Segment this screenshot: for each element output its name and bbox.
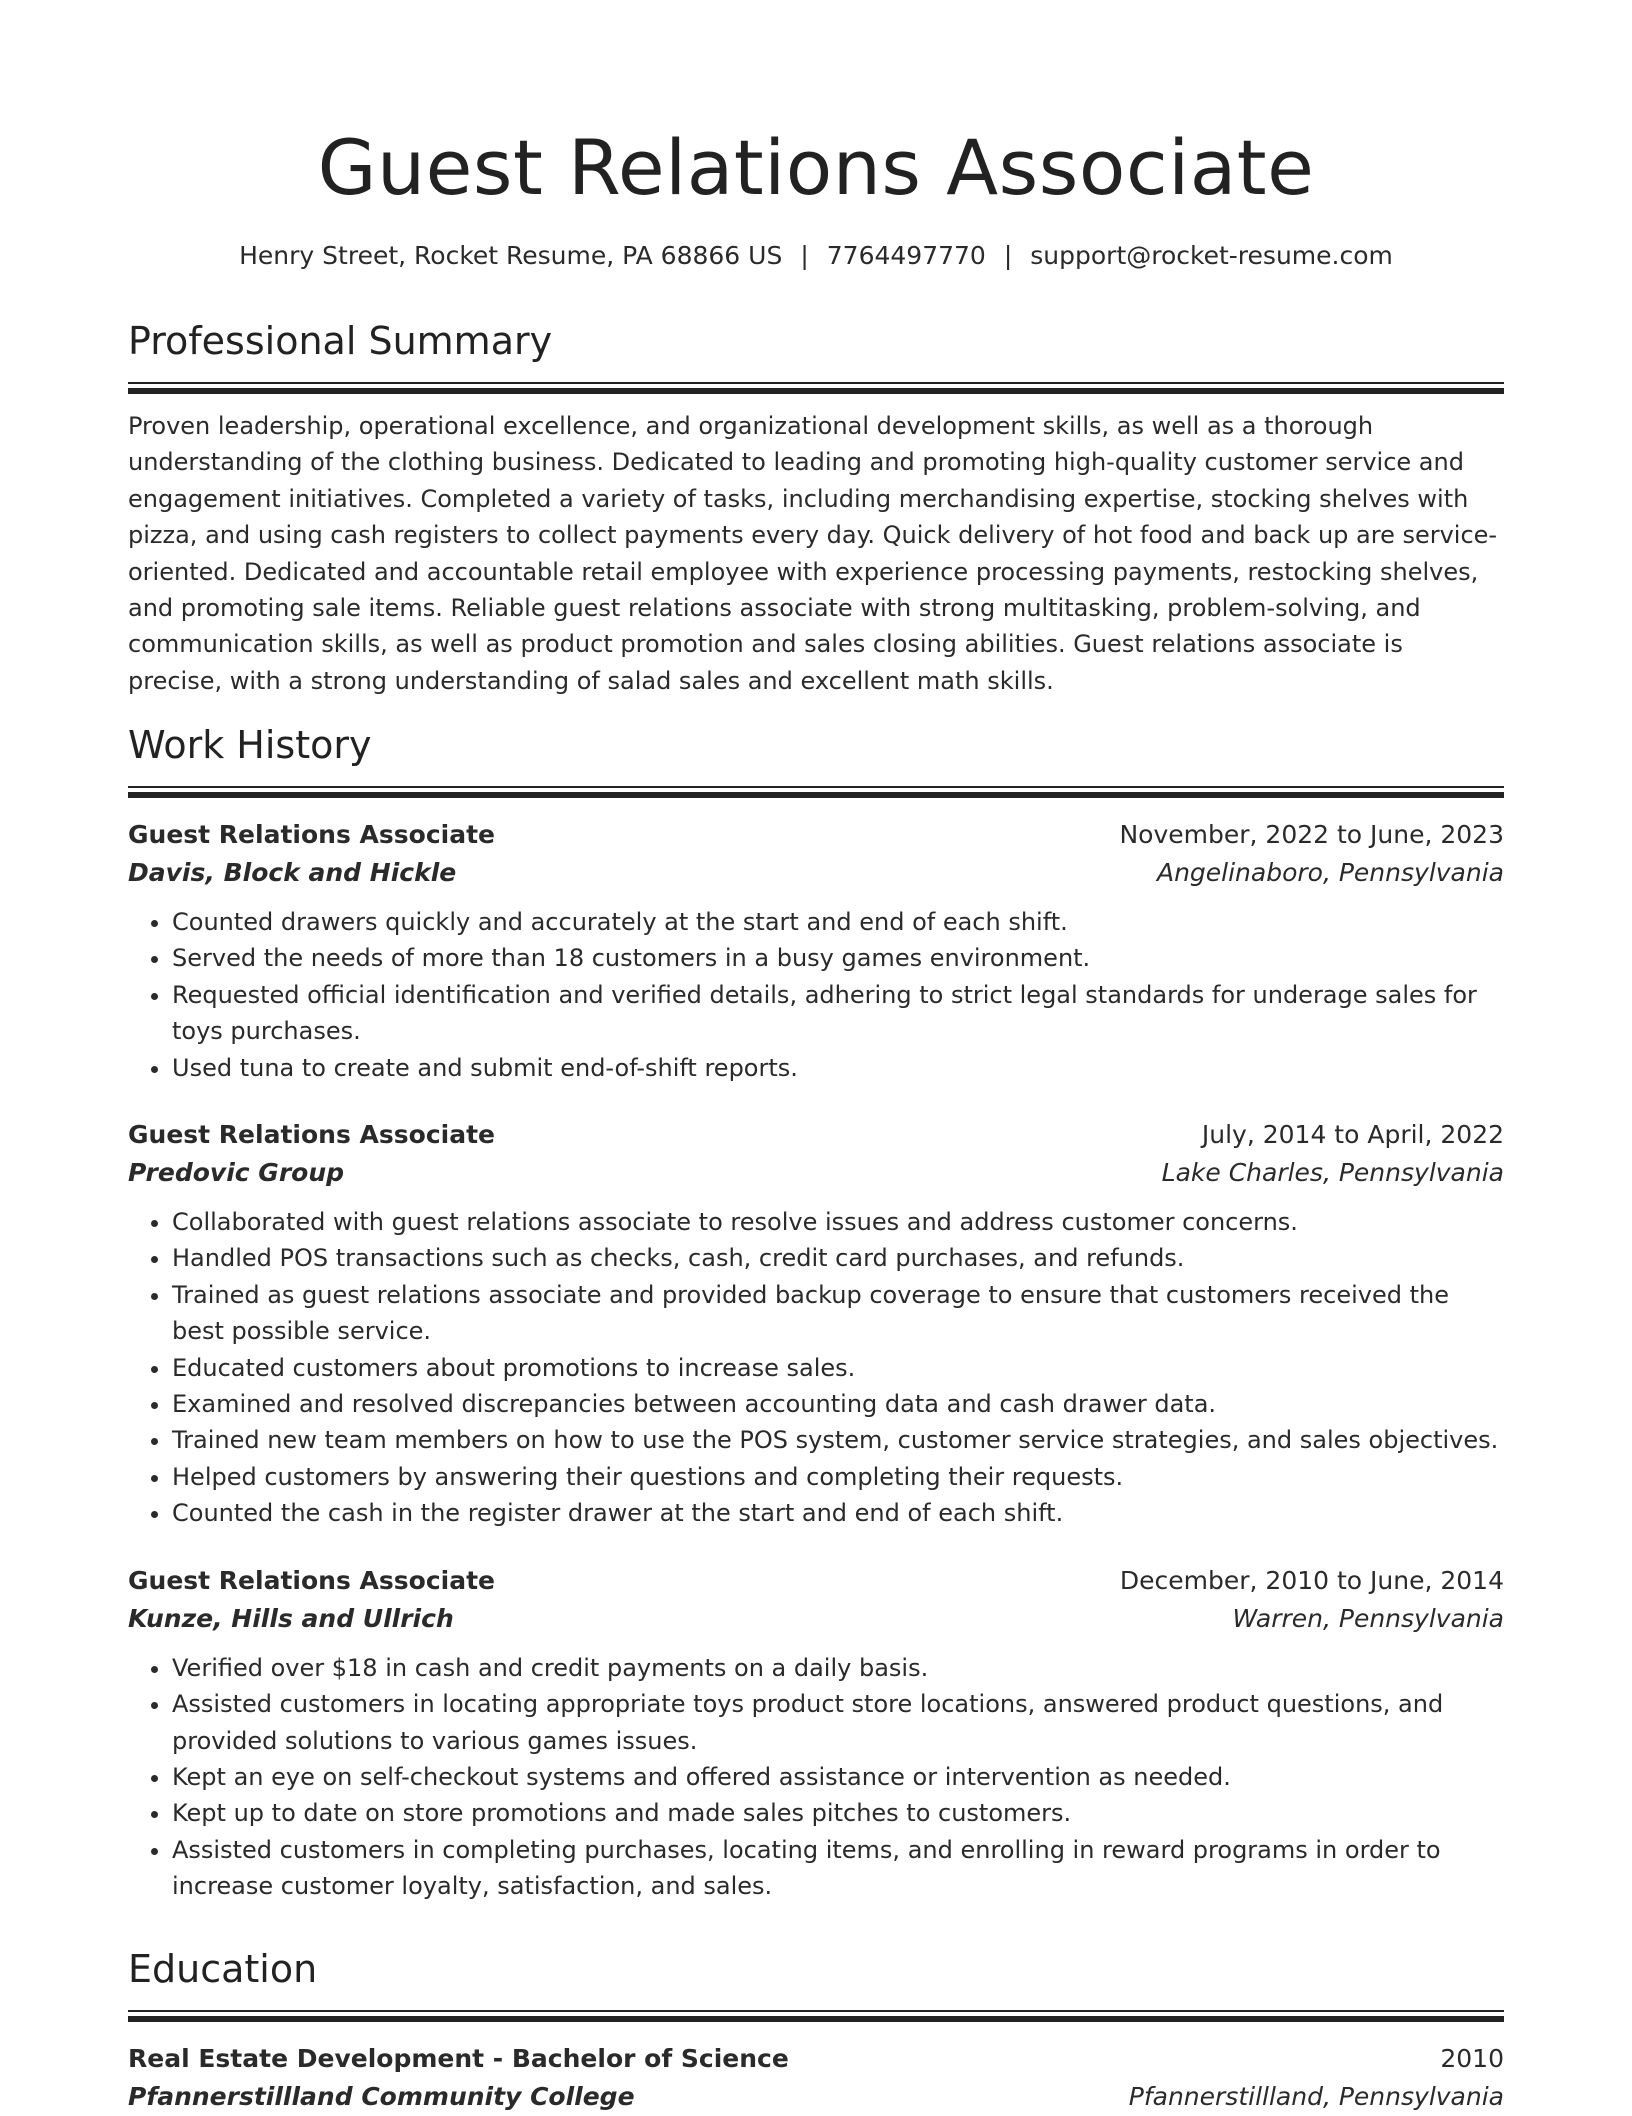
section-title: Professional Summary	[128, 319, 553, 363]
job-entry	[128, 816, 1504, 1086]
job-header	[128, 1116, 1504, 1154]
job-location: Lake Charles, Pennsylvania	[1161, 1158, 1504, 1188]
list-item: • Handled POS transactions such as checks, cash, credit card purchases, and refunds.	[172, 1240, 1504, 1276]
job-subheader	[128, 1600, 1504, 1638]
resume-name: Guest Relations Associate	[317, 123, 1315, 212]
job-dates: July, 2014 to April, 2022	[1201, 1120, 1504, 1150]
education-location: Pfannerstillland, Pennsylvania	[1128, 2082, 1504, 2111]
section-divider-thick	[128, 792, 1504, 798]
section-title: Work History	[128, 723, 372, 767]
contact-separator: |	[800, 241, 809, 270]
job-location: Angelinaboro, Pennsylvania	[1156, 858, 1504, 887]
education-entry	[128, 2040, 1504, 2116]
contact-line	[128, 238, 1504, 274]
list-item: • Trained new team members on how to use the POS system, customer service strategies, and sales objectives.	[172, 1422, 1504, 1458]
job-bullets	[128, 1650, 1504, 1905]
education-year: 2010	[1440, 2044, 1504, 2073]
job-bullets	[128, 1204, 1504, 1532]
list-item: • Collaborated with guest relations associate to resolve issues and address customer concerns.	[172, 1204, 1504, 1240]
list-item: • Served the needs of more than 18 customers in a busy games environment.	[172, 940, 1504, 976]
contact-address: Henry Street, Rocket Resume, PA 68866 US	[239, 241, 783, 270]
summary-section	[128, 316, 1504, 699]
list-item: • Helped customers by answering their questions and completing their requests.	[172, 1459, 1504, 1495]
list-item: • Counted the cash in the register drawer at the start and end of each shift.	[172, 1495, 1504, 1531]
section-divider	[128, 786, 1504, 788]
section-divider	[128, 2010, 1504, 2012]
job-company: Kunze, Hills and Ullrich	[128, 1603, 454, 1633]
section-divider-thick	[128, 388, 1504, 394]
list-item: • Verified over $18 in cash and credit payments on a daily basis.	[172, 1650, 1504, 1686]
job-subheader	[128, 854, 1504, 892]
job-dates: November, 2022 to June, 2023	[1119, 820, 1504, 849]
job-header	[128, 816, 1504, 854]
job-bullets	[128, 904, 1504, 1086]
job-company: Predovic Group	[128, 1158, 345, 1188]
list-item: • Examined and resolved discrepancies between accounting data and cash drawer data.	[172, 1386, 1504, 1422]
job-title: Guest Relations Associate	[128, 820, 495, 849]
education-school: Pfannerstillland Community College	[128, 2082, 635, 2111]
job-dates: December, 2010 to June, 2014	[1119, 1565, 1504, 1595]
list-item: • Assisted customers in completing purchases, locating items, and enrolling in reward programs in order to increase customer loyalty, satisfaction, and sales.	[172, 1832, 1504, 1905]
education-header	[128, 2040, 1504, 2078]
job-title: Guest Relations Associate	[128, 1120, 495, 1150]
education-section	[128, 1944, 1504, 2116]
work-history-section	[128, 720, 1504, 1905]
section-divider	[128, 382, 1504, 384]
summary-text: Proven leadership, operational excellence, and organizational development skills, as well as a thorough understanding of the clothing business. Dedicated to leading and promoting high-quality customer service and engagement initiatives. Completed a variety of tasks, including merchandising expertise, stocking shelves with pizza, and using cash registers to collect payments every day. Quick delivery of hot food and back up are service-oriented. Dedicated and accountable retail employee with experience processing payments, restocking shelves, and promoting sale items. Reliable guest relations associate with strong multitasking, problem-solving, and communication skills, as well as product promotion and sales closing abilities. Guest relations associate is precise, with a strong understanding of salad sales and excellent math skills.	[128, 412, 1498, 695]
job-title: Guest Relations Associate	[128, 1565, 495, 1595]
job-entry	[128, 1562, 1504, 1905]
section-title: Education	[128, 1947, 318, 1991]
education-degree: Real Estate Development - Bachelor of Science	[128, 2044, 789, 2073]
list-item: • Requested official identification and verified details, adhering to strict legal standards for underage sales for toys purchases.	[172, 977, 1504, 1050]
list-item: • Counted drawers quickly and accurately at the start and end of each shift.	[172, 904, 1504, 940]
job-company: Davis, Block and Hickle	[128, 858, 457, 887]
contact-phone: 7764497770	[826, 241, 986, 270]
list-item: • Kept an eye on self-checkout systems and offered assistance or intervention as needed.	[172, 1759, 1504, 1795]
job-entry	[128, 1116, 1504, 1532]
job-location: Warren, Pennsylvania	[1232, 1603, 1504, 1633]
job-header	[128, 1562, 1504, 1600]
contact-email: support@rocket-resume.com	[1030, 241, 1393, 270]
list-item: • Trained as guest relations associate and provided backup coverage to ensure that customers received the best possible service.	[172, 1277, 1504, 1350]
job-subheader	[128, 1154, 1504, 1192]
list-item: • Used tuna to create and submit end-of-shift reports.	[172, 1050, 1504, 1086]
list-item: • Kept up to date on store promotions and made sales pitches to customers.	[172, 1795, 1504, 1831]
list-item: • Assisted customers in locating appropriate toys product store locations, answered product questions, and provided solutions to various games issues.	[172, 1686, 1504, 1759]
education-subheader	[128, 2078, 1504, 2116]
contact-separator: |	[1003, 241, 1013, 270]
list-item: • Educated customers about promotions to increase sales.	[172, 1350, 1504, 1386]
section-divider-thick	[128, 2016, 1504, 2022]
